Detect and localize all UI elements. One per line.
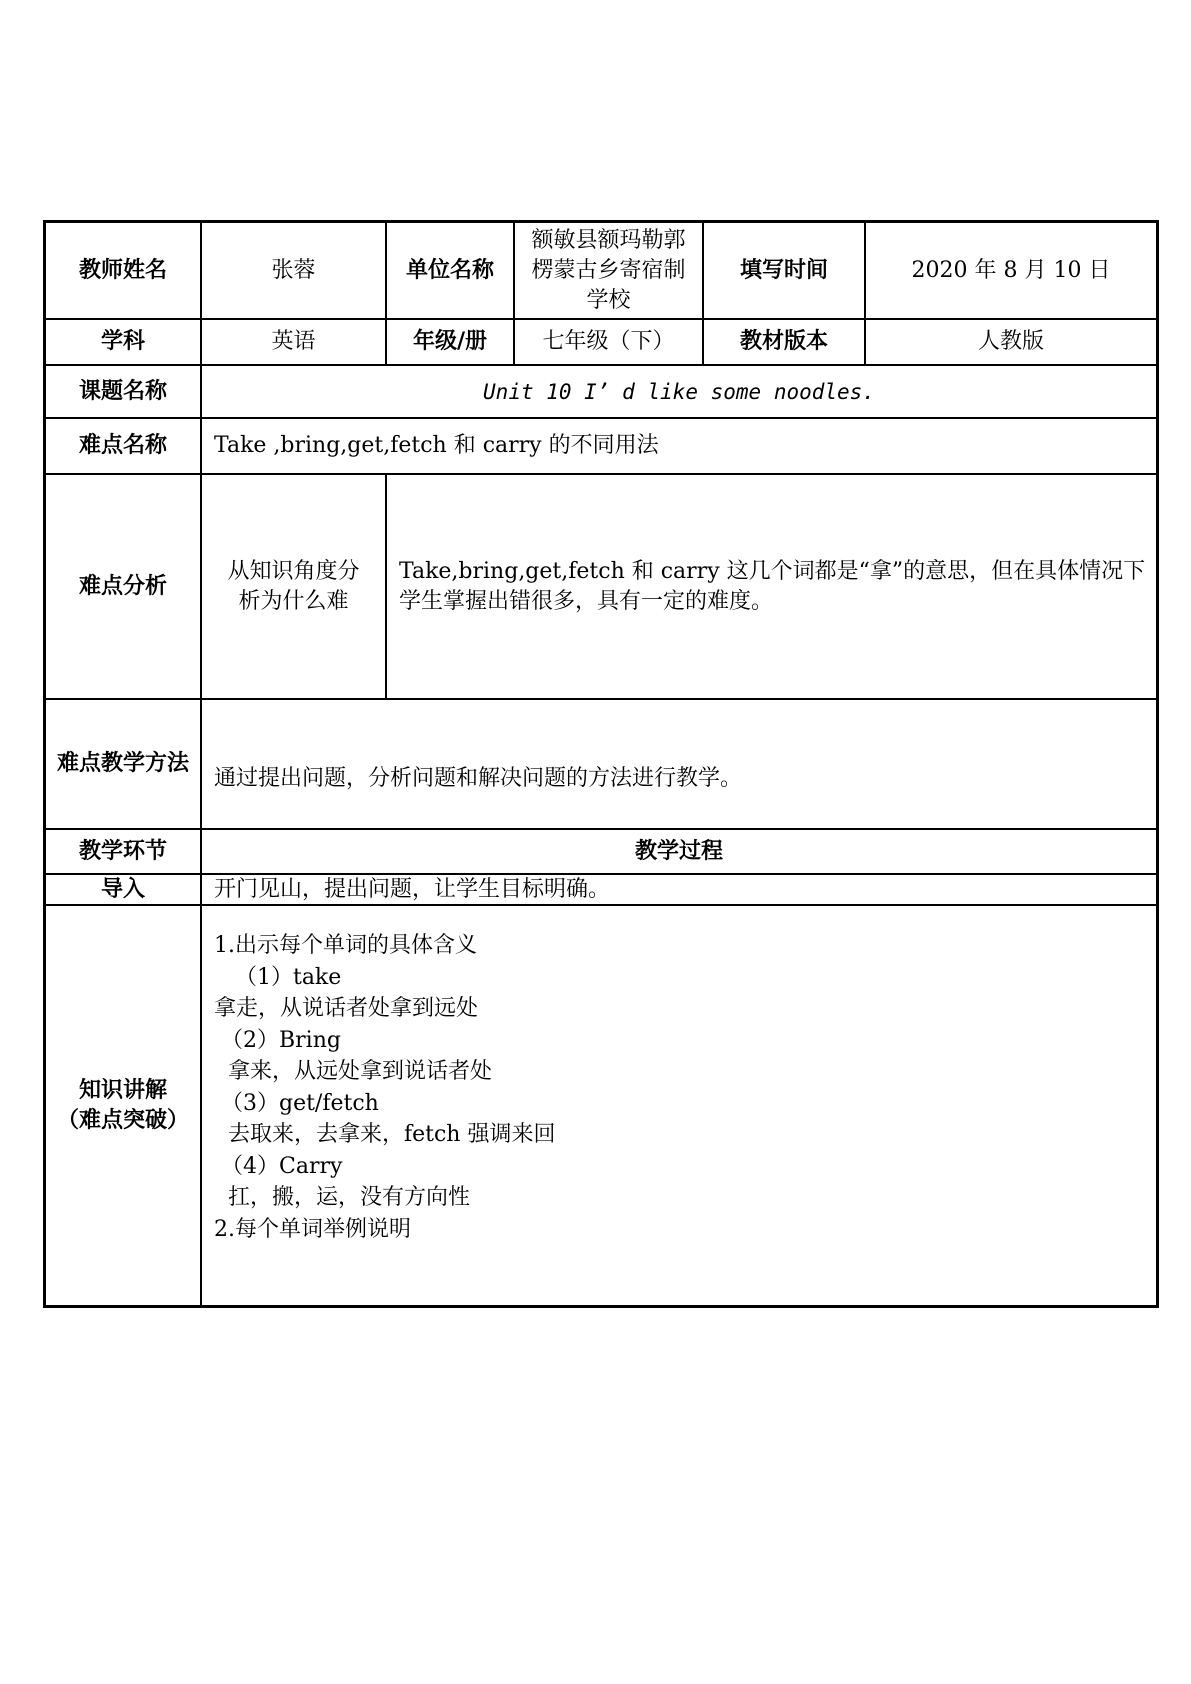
intro-label: 导入 bbox=[100, 876, 145, 902]
teacher-name-value: 张蓉 bbox=[271, 257, 316, 283]
unit-name-value: 额敏县额玛勒郭楞蒙古乡寄宿制学校 bbox=[531, 227, 686, 313]
method-label: 难点教学方法 bbox=[56, 751, 189, 776]
topic-value: Unit 10 I’ d like some noodles. bbox=[483, 379, 875, 404]
intro-value: 开门见山，提出问题，让学生目标明确。 bbox=[214, 876, 611, 902]
teaching-process-header: 教学过程 bbox=[634, 838, 723, 864]
knowledge-line: 拿走，从说话者处拿到远处 bbox=[214, 996, 479, 1021]
analysis-sub-label: 从知识角度分析为什么难 bbox=[227, 558, 360, 614]
edition-value: 人教版 bbox=[977, 329, 1044, 354]
unit-name-label: 单位名称 bbox=[405, 257, 494, 283]
method-value: 通过提出问题，分析问题和解决问题的方法进行教学。 bbox=[214, 766, 743, 791]
subject-value: 英语 bbox=[271, 329, 316, 354]
knowledge-line: （4）Carry bbox=[214, 1153, 343, 1179]
knowledge-line: （3）get/fetch bbox=[214, 1090, 379, 1116]
grade-value: 七年级（下） bbox=[542, 329, 675, 354]
grade-label: 年级/册 bbox=[412, 329, 488, 354]
knowledge-line: 去取来，去拿来，fetch 强调来回 bbox=[214, 1122, 556, 1147]
edition-label: 教材版本 bbox=[739, 329, 828, 354]
difficulty-value: Take ,bring,get,fetch 和 carry 的不同用法 bbox=[214, 433, 659, 458]
knowledge-line: 1.出示每个单词的具体含义 bbox=[214, 933, 477, 958]
knowledge-label: 知识讲解 （难点突破） bbox=[56, 1077, 189, 1133]
analysis-value: Take,bring,get,fetch 和 carry 这几个词都是“拿”的意思，但在具体情况下学生掌握出错很多，具有一定的难度。 bbox=[399, 558, 1146, 614]
fill-date-label: 填写时间 bbox=[739, 257, 828, 283]
subject-label: 学科 bbox=[100, 329, 145, 354]
knowledge-line: 拿来，从远处拿到说话者处 bbox=[214, 1059, 492, 1084]
knowledge-line: 扛，搬，运，没有方向性 bbox=[214, 1185, 470, 1210]
lesson-plan-table bbox=[43, 220, 1159, 1308]
teacher-name-label: 教师姓名 bbox=[78, 257, 167, 283]
knowledge-line: （1）take bbox=[214, 964, 342, 990]
fill-date-value: 2020 年 8 月 10 日 bbox=[911, 257, 1111, 283]
topic-label: 课题名称 bbox=[78, 378, 167, 404]
analysis-label: 难点分析 bbox=[78, 573, 167, 599]
knowledge-line: （2）Bring bbox=[214, 1027, 341, 1053]
knowledge-line: 2.每个单词举例说明 bbox=[214, 1216, 411, 1242]
difficulty-label: 难点名称 bbox=[78, 433, 167, 458]
teaching-stage-label: 教学环节 bbox=[78, 838, 167, 864]
knowledge-content bbox=[202, 906, 1156, 1305]
